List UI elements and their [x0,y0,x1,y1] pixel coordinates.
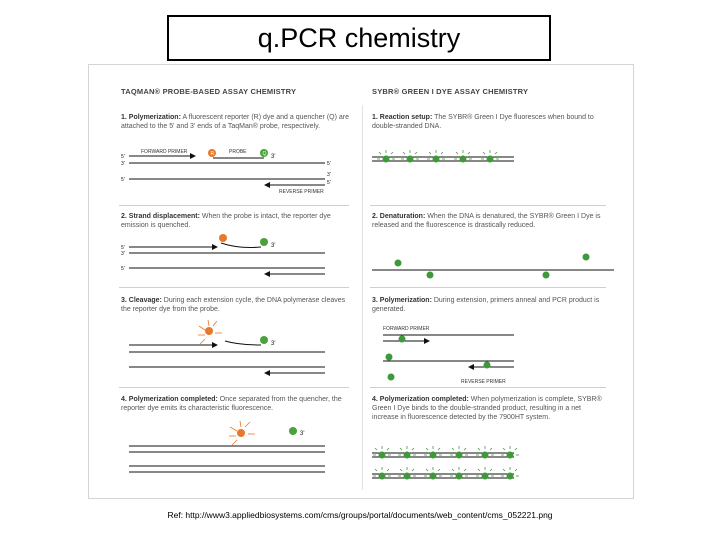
probe-strand [225,341,261,345]
sybr-dye-bound [430,452,437,459]
sybr-dye-bound [482,473,489,480]
probe-strand [221,243,261,248]
step-lead: 4. Polymerization completed: [372,396,469,403]
fluorescence-ray [490,448,492,450]
fluorescence-ray [426,448,428,450]
sybr-dye-bound [460,156,467,163]
taqman-panel-3 [129,320,325,373]
reporter-dye [205,327,213,335]
quencher-dye [289,427,297,435]
sybr-dye-bound [383,156,390,163]
sybr-panel-2 [372,254,614,279]
sybr-panel-3 [383,326,514,385]
forward-primer-label: FORWARD PRIMER [383,326,430,332]
strand-end-label: 5' [121,266,125,272]
fluorescence-ray [412,469,414,471]
reporter-dye [219,234,227,242]
taqman-panel-2 [121,234,325,274]
strand-end-label: 5' [327,180,331,186]
strand-end-label: 3' [271,341,276,347]
sybr-dye-bound [379,473,386,480]
fluorescence-ray [426,469,428,471]
reporter-dye [237,429,245,437]
probe-label: PROBE [229,149,247,155]
quencher-label: Q [262,151,267,157]
fluorescence-ray [429,152,431,154]
fluorescence-ray [403,152,405,154]
step-lead: 1. Polymerization: [121,114,181,121]
fluorescence-ray [503,448,505,450]
taqman-panel-1 [121,149,331,195]
fluorescence-ray [490,469,492,471]
fluorescence-ray [387,469,389,471]
title-box [167,15,551,61]
quencher-dye [260,238,268,246]
fluorescence-ray [415,152,417,154]
fluorescence-ray [438,448,440,450]
sybr-dye-bound [456,452,463,459]
sybr-dye-free [543,272,550,279]
strand-end-label: 3' [271,154,276,160]
fluorescence-ray [438,469,440,471]
step-text: During extension, primers anneal and PCR product is generated. [372,297,600,313]
fluorescence-ray [452,469,454,471]
reverse-primer-label: REVERSE PRIMER [461,379,506,385]
fluorescence-ray [515,469,517,471]
sybr-dye-free [388,374,395,381]
sybr-dye-bound [404,473,411,480]
sybr-dye-free [583,254,590,261]
sybr-dye-bound [487,156,494,163]
step-lead: 4. Polymerization completed: [121,396,218,403]
fluorescence-ray [412,448,414,450]
fluorescence-ray [441,152,443,154]
fluorescence-ray [452,448,454,450]
strand-end-label: 3' [121,161,125,167]
fluorescence-ray [503,469,505,471]
step-text: The SYBR® Green I Dye fluoresces when bound to double-stranded DNA. [372,114,594,130]
sybr-dye-free [386,354,393,361]
fluorescence-ray [483,152,485,154]
fluorescence-ray [391,152,393,154]
strand-end-label: 3' [271,243,276,249]
fluorescence-ray [468,152,470,154]
sybr-dye-bound [430,473,437,480]
quencher-dye [260,336,268,344]
step-text: When the DNA is denatured, the SYBR® Green I Dye is released and the fluorescence is drastically reduced. [372,213,601,229]
taqman-heading: TAQMAN® PROBE-BASED ASSAY CHEMISTRY [121,87,297,96]
strand-end-label: 5' [121,177,125,183]
step-text: Once separated from the quencher, the reporter dye emits its characteristic fluorescence. [121,396,342,412]
sybr-dye-free [427,272,434,279]
step-lead: 3. Polymerization: [372,297,432,304]
strand-end-label: 5' [327,161,331,167]
fluorescence-ray [495,152,497,154]
sybr-heading: SYBR® GREEN I DYE ASSAY CHEMISTRY [372,87,529,96]
step-text: A fluorescent reporter (R) dye and a quencher (Q) are attached to the 5' and 3' ends of a TaqMan® probe, respectively. [121,114,349,130]
sybr-dye-bound [433,156,440,163]
sybr-dye-bound [507,452,514,459]
fluorescence-ray [375,448,377,450]
fluorescence-ray [464,469,466,471]
step-lead: 2. Denaturation: [372,213,426,220]
sybr-panel-4 [372,446,519,480]
strand-end-label: 5' [121,154,125,160]
fluorescence-ray [375,469,377,471]
sybr-dye-bound [507,473,514,480]
sybr-dye-bound [407,156,414,163]
step-lead: 3. Cleavage: [121,297,162,304]
fluorescence-ray [456,152,458,154]
step-lead: 1. Reaction setup: [372,114,433,121]
reporter-label: R [210,151,215,157]
fluorescence-ray [478,469,480,471]
reference-caption: Ref: http://www3.appliedbiosystems.com/cms/groups/portal/documents/web_content/cms_052221.png [167,510,553,520]
sybr-dye-bound [379,452,386,459]
step-text: When the probe is intact, the reporter dye emission is quenched. [121,213,331,229]
fluorescence-ray [515,448,517,450]
step-text: When polymerization is complete, SYBR® Green I Dye binds to the double-stranded product, resulting in a net increase in fluorescence detected by the 7900HT system. [372,396,602,421]
sybr-panel-1 [372,150,514,163]
strand-end-label: 3' [121,251,125,257]
fluorescence-ray [478,448,480,450]
sybr-dye-bound [399,336,406,343]
fluorescence-ray [379,152,381,154]
sybr-dye-bound [484,362,491,369]
step-text: During each extension cycle, the DNA polymerase cleaves the reporter dye from the probe. [121,297,346,313]
fluorescence-ray [387,448,389,450]
sybr-dye-bound [482,452,489,459]
sybr-dye-bound [404,452,411,459]
fluorescence-ray [464,448,466,450]
forward-primer-label: FORWARD PRIMER [141,149,188,155]
step-lead: 2. Strand displacement: [121,213,200,220]
reverse-primer-label: REVERSE PRIMER [279,189,324,195]
fluorescence-ray [400,469,402,471]
taqman-panel-4 [129,421,325,472]
page-title: q.PCR chemistry [257,22,461,53]
sybr-dye-free [395,260,402,267]
strand-end-label: 5' [121,245,125,251]
diagram-drawings [89,65,635,500]
qpcr-figure [88,64,634,499]
strand-end-label: 3' [327,172,331,178]
strand-end-label: 3' [300,431,305,437]
fluorescence-ray [400,448,402,450]
sybr-dye-bound [456,473,463,480]
